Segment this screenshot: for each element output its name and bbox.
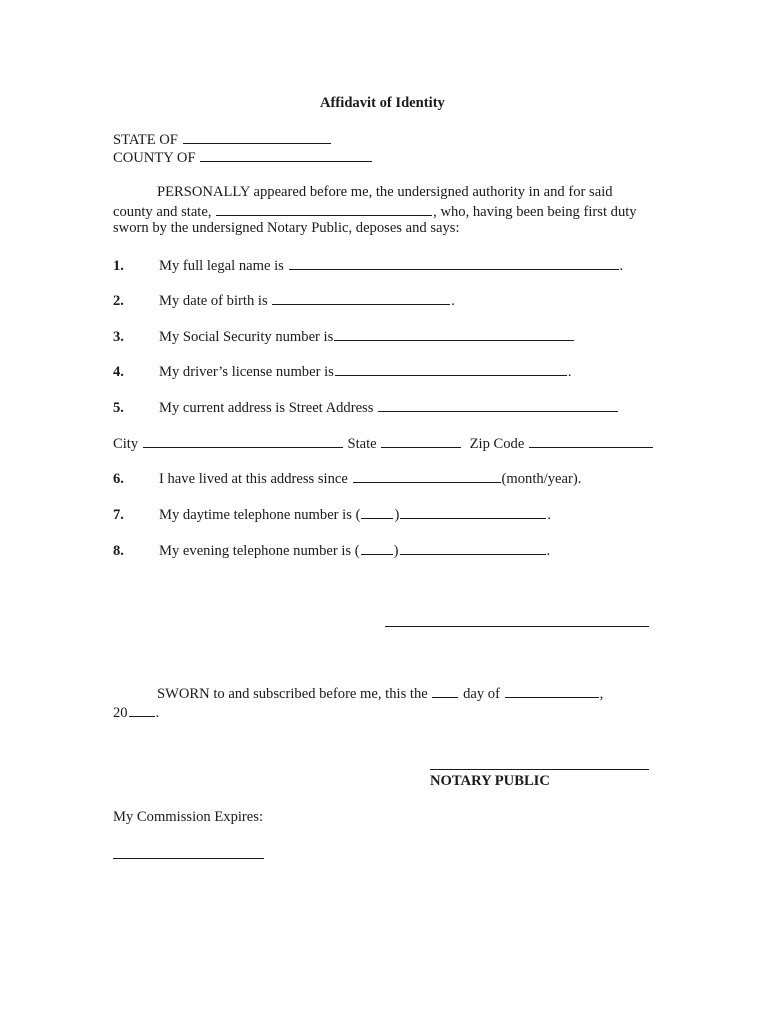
state-field-blank[interactable] bbox=[381, 433, 461, 448]
sworn-text-1: SWORN to and subscribed before me, this the bbox=[157, 686, 428, 702]
item-suffix: . bbox=[451, 293, 455, 309]
item-text: My full legal name is bbox=[159, 258, 284, 274]
item-number: 1. bbox=[113, 258, 124, 274]
full-legal-name-blank[interactable] bbox=[289, 255, 619, 270]
intro-line-1: PERSONALLY appeared before me, the undersigned authority in and for said bbox=[157, 184, 613, 200]
item-suffix: . bbox=[546, 543, 551, 559]
item-suffix: . bbox=[619, 258, 624, 274]
item-text: My evening telephone number is ( bbox=[159, 543, 360, 559]
notary-public-label: NOTARY PUBLIC bbox=[430, 773, 550, 789]
item-6 bbox=[113, 468, 581, 488]
state-label: STATE OF bbox=[113, 132, 178, 148]
zip-blank[interactable] bbox=[529, 433, 653, 448]
item-number: 4. bbox=[113, 364, 124, 380]
daytime-area-code-blank[interactable] bbox=[361, 504, 393, 519]
state-field-label: State bbox=[347, 436, 377, 452]
sworn-line-2 bbox=[113, 702, 159, 722]
affiant-name-blank[interactable] bbox=[216, 201, 432, 216]
state-blank[interactable] bbox=[183, 129, 331, 144]
commission-expires-label: My Commission Expires: bbox=[113, 809, 263, 825]
item-text: My driver’s license number is bbox=[159, 364, 334, 380]
item-number: 6. bbox=[113, 471, 124, 487]
item-suffix: . bbox=[567, 364, 572, 380]
item-mid: ) bbox=[393, 543, 399, 559]
evening-area-code-blank[interactable] bbox=[361, 540, 393, 555]
year-prefix: 20 bbox=[113, 705, 128, 721]
item-4 bbox=[113, 361, 571, 381]
lived-since-blank[interactable] bbox=[353, 468, 501, 483]
item-8 bbox=[113, 540, 550, 560]
daytime-phone-blank[interactable] bbox=[400, 504, 546, 519]
item-7 bbox=[113, 504, 551, 524]
sworn-day-blank[interactable] bbox=[432, 683, 458, 698]
item-number: 7. bbox=[113, 507, 124, 523]
city-label: City bbox=[113, 436, 139, 452]
item-text: My current address is Street Address bbox=[159, 400, 374, 416]
item-text: My Social Security number is bbox=[159, 329, 334, 345]
drivers-license-blank[interactable] bbox=[335, 361, 567, 376]
sworn-line-1 bbox=[157, 683, 603, 703]
county-blank[interactable] bbox=[200, 147, 372, 162]
sworn-text-2: day of bbox=[463, 686, 500, 702]
item-text: I have lived at this address since bbox=[159, 471, 348, 487]
intro-line-2: county and state, , who, having been being first duty bbox=[113, 201, 637, 221]
zip-label: Zip Code bbox=[469, 436, 525, 452]
notary-signature-line[interactable] bbox=[430, 769, 649, 770]
item-text: My daytime telephone number is ( bbox=[159, 507, 361, 523]
item-1 bbox=[113, 255, 623, 275]
commission-expires-line[interactable] bbox=[113, 858, 264, 859]
city-blank[interactable] bbox=[143, 433, 343, 448]
city-state-zip-line bbox=[113, 433, 654, 453]
item-text: My date of birth is bbox=[159, 293, 268, 309]
state-line bbox=[113, 129, 332, 149]
item-suffix: (month/year). bbox=[501, 471, 582, 487]
evening-phone-blank[interactable] bbox=[400, 540, 546, 555]
item-number: 8. bbox=[113, 543, 124, 559]
sworn-month-blank[interactable] bbox=[505, 683, 599, 698]
item-number: 3. bbox=[113, 329, 124, 345]
intro-line-3: sworn by the undersigned Notary Public, deposes and says: bbox=[113, 220, 460, 236]
item-mid: ) bbox=[394, 507, 400, 523]
item-number: 2. bbox=[113, 293, 124, 309]
sworn-year-blank[interactable] bbox=[129, 702, 155, 717]
document-title: Affidavit of Identity bbox=[320, 95, 445, 111]
item-suffix: . bbox=[547, 507, 551, 523]
ssn-blank[interactable] bbox=[334, 326, 574, 341]
affiant-signature-line[interactable] bbox=[385, 626, 649, 627]
item-5 bbox=[113, 397, 619, 417]
year-suffix: . bbox=[155, 705, 160, 721]
sworn-text-3: , bbox=[599, 686, 604, 702]
item-3 bbox=[113, 326, 575, 346]
item-2 bbox=[113, 290, 455, 310]
county-line bbox=[113, 147, 373, 167]
date-of-birth-blank[interactable] bbox=[272, 290, 450, 305]
county-label: COUNTY OF bbox=[113, 150, 196, 166]
street-address-blank[interactable] bbox=[378, 397, 618, 412]
item-number: 5. bbox=[113, 400, 124, 416]
